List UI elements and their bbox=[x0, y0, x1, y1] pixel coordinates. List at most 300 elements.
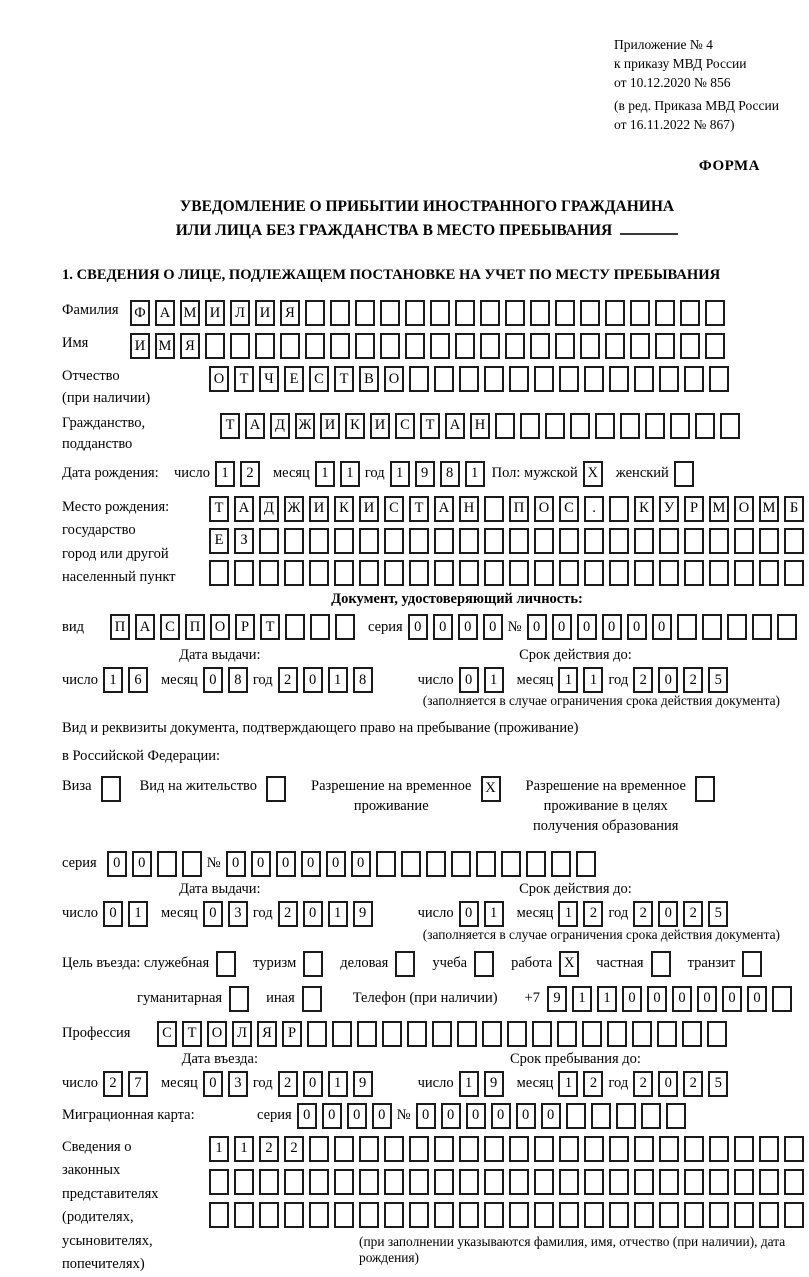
permit-number-input[interactable] bbox=[226, 851, 601, 877]
firstname-char-cell[interactable] bbox=[280, 333, 300, 359]
birth-year-cell[interactable]: 8 bbox=[440, 461, 460, 487]
surname-char-cell[interactable]: И bbox=[255, 300, 275, 326]
doc-expiry-month-cell[interactable]: 1 bbox=[558, 667, 578, 693]
doc-issue-day-cell[interactable]: 6 bbox=[128, 667, 148, 693]
doc-type-char-cell[interactable]: П bbox=[110, 614, 130, 640]
birthplace-char-cell[interactable] bbox=[384, 560, 404, 586]
birth-day-cell[interactable]: 2 bbox=[240, 461, 260, 487]
visa-checkbox[interactable] bbox=[101, 776, 126, 802]
phone-digit-cell[interactable]: 0 bbox=[672, 986, 692, 1012]
migcard-number-cell[interactable]: 0 bbox=[491, 1103, 511, 1129]
migcard-number-cell[interactable] bbox=[566, 1103, 586, 1129]
birthplace-char-cell[interactable] bbox=[384, 528, 404, 554]
representatives-char-cell[interactable] bbox=[684, 1136, 704, 1162]
permit-expiry-year-cell[interactable]: 0 bbox=[658, 901, 678, 927]
firstname-char-cell[interactable] bbox=[330, 333, 350, 359]
representatives-char-cell[interactable] bbox=[409, 1136, 429, 1162]
representatives-char-cell[interactable] bbox=[434, 1169, 454, 1195]
firstname-char-cell[interactable] bbox=[680, 333, 700, 359]
doc-number-cell[interactable] bbox=[752, 614, 772, 640]
patronymic-char-cell[interactable] bbox=[634, 366, 654, 392]
birthplace-char-cell[interactable]: Б bbox=[784, 496, 804, 522]
entry-year-cell[interactable]: 1 bbox=[328, 1071, 348, 1097]
stay-year-cell[interactable]: 2 bbox=[683, 1071, 703, 1097]
birthplace-char-cell[interactable] bbox=[609, 560, 629, 586]
stay-year-cell[interactable]: 0 bbox=[658, 1071, 678, 1097]
birth-year-cell[interactable]: 9 bbox=[415, 461, 435, 487]
permit-issue-month-cell[interactable]: 3 bbox=[228, 901, 248, 927]
phone-digit-cell[interactable]: 0 bbox=[697, 986, 717, 1012]
purpose-work-checkbox[interactable] bbox=[559, 951, 584, 977]
migcard-number-cell[interactable] bbox=[641, 1103, 661, 1129]
permit-expiry-year-input[interactable] bbox=[633, 901, 733, 927]
birthplace-char-cell[interactable] bbox=[609, 528, 629, 554]
entry-year-cell[interactable]: 2 bbox=[278, 1071, 298, 1097]
doc-issue-year-cell[interactable]: 8 bbox=[353, 667, 373, 693]
birthplace-char-cell[interactable]: О bbox=[734, 496, 754, 522]
representatives-char-cell[interactable] bbox=[734, 1202, 754, 1228]
residence-permit-checkbox[interactable] bbox=[266, 776, 286, 802]
permit-issue-month-cell[interactable]: 0 bbox=[203, 901, 223, 927]
birthplace-char-cell[interactable] bbox=[284, 560, 304, 586]
migcard-number-cell[interactable] bbox=[616, 1103, 636, 1129]
representatives-char-cell[interactable] bbox=[759, 1136, 779, 1162]
representatives-char-cell[interactable] bbox=[709, 1202, 729, 1228]
firstname-char-cell[interactable]: И bbox=[130, 333, 150, 359]
representatives-char-cell[interactable] bbox=[634, 1136, 654, 1162]
representatives-char-cell[interactable] bbox=[734, 1169, 754, 1195]
permit-expiry-day-cell[interactable]: 0 bbox=[459, 901, 479, 927]
surname-char-cell[interactable]: Я bbox=[280, 300, 300, 326]
firstname-char-cell[interactable] bbox=[205, 333, 225, 359]
firstname-char-cell[interactable] bbox=[605, 333, 625, 359]
permit-number-cell[interactable] bbox=[576, 851, 596, 877]
stay-year-input[interactable] bbox=[633, 1071, 733, 1097]
temp-residence-checkbox[interactable] bbox=[481, 776, 506, 802]
profession-input[interactable] bbox=[157, 1021, 732, 1047]
doc-expiry-year-cell[interactable]: 2 bbox=[633, 667, 653, 693]
representatives-char-cell[interactable] bbox=[534, 1136, 554, 1162]
birth-year-input[interactable] bbox=[390, 461, 490, 487]
doc-issue-month-cell[interactable]: 8 bbox=[228, 667, 248, 693]
permit-expiry-year-cell[interactable]: 5 bbox=[708, 901, 728, 927]
stay-month-cell[interactable]: 1 bbox=[558, 1071, 578, 1097]
doc-number-cell[interactable]: 0 bbox=[627, 614, 647, 640]
birthplace-char-cell[interactable] bbox=[409, 560, 429, 586]
birthplace-char-cell[interactable] bbox=[309, 528, 329, 554]
patronymic-char-cell[interactable]: Т bbox=[234, 366, 254, 392]
representatives-char-cell[interactable] bbox=[609, 1169, 629, 1195]
profession-char-cell[interactable] bbox=[507, 1021, 527, 1047]
profession-char-cell[interactable]: Т bbox=[182, 1021, 202, 1047]
representatives-input-row3[interactable] bbox=[209, 1202, 809, 1228]
doc-issue-year-cell[interactable]: 1 bbox=[328, 667, 348, 693]
representatives-char-cell[interactable] bbox=[284, 1202, 304, 1228]
representatives-char-cell[interactable] bbox=[609, 1136, 629, 1162]
firstname-char-cell[interactable] bbox=[430, 333, 450, 359]
doc-issue-year-cell[interactable]: 0 bbox=[303, 667, 323, 693]
profession-char-cell[interactable]: Р bbox=[282, 1021, 302, 1047]
profession-char-cell[interactable] bbox=[707, 1021, 727, 1047]
representatives-char-cell[interactable] bbox=[334, 1169, 354, 1195]
surname-char-cell[interactable]: А bbox=[155, 300, 175, 326]
surname-char-cell[interactable] bbox=[655, 300, 675, 326]
representatives-char-cell[interactable] bbox=[309, 1136, 329, 1162]
migcard-number-cell[interactable]: 0 bbox=[466, 1103, 486, 1129]
male-checkbox[interactable]: X bbox=[583, 461, 603, 487]
birthplace-char-cell[interactable] bbox=[259, 528, 279, 554]
surname-char-cell[interactable]: Л bbox=[230, 300, 250, 326]
firstname-char-cell[interactable] bbox=[380, 333, 400, 359]
patronymic-char-cell[interactable] bbox=[534, 366, 554, 392]
citizenship-char-cell[interactable]: Ж bbox=[295, 413, 315, 439]
purpose-study-checkbox[interactable] bbox=[474, 951, 499, 977]
birthplace-char-cell[interactable] bbox=[684, 528, 704, 554]
migcard-number-cell[interactable] bbox=[666, 1103, 686, 1129]
permit-number-cell[interactable] bbox=[526, 851, 546, 877]
birthplace-char-cell[interactable] bbox=[434, 528, 454, 554]
firstname-char-cell[interactable] bbox=[455, 333, 475, 359]
citizenship-char-cell[interactable] bbox=[670, 413, 690, 439]
doc-expiry-month-cell[interactable]: 1 bbox=[583, 667, 603, 693]
doc-series-cell[interactable]: 0 bbox=[408, 614, 428, 640]
migcard-number-cell[interactable]: 0 bbox=[416, 1103, 436, 1129]
birthplace-char-cell[interactable] bbox=[559, 560, 579, 586]
birthplace-char-cell[interactable] bbox=[659, 528, 679, 554]
representatives-char-cell[interactable] bbox=[359, 1136, 379, 1162]
permit-series-cell[interactable]: 0 bbox=[132, 851, 152, 877]
citizenship-char-cell[interactable]: К bbox=[345, 413, 365, 439]
migcard-series-cell[interactable]: 0 bbox=[372, 1103, 392, 1129]
purpose-official-checkbox[interactable] bbox=[216, 951, 236, 977]
citizenship-char-cell[interactable]: Т bbox=[220, 413, 240, 439]
representatives-char-cell[interactable] bbox=[259, 1202, 279, 1228]
firstname-char-cell[interactable] bbox=[405, 333, 425, 359]
birthplace-char-cell[interactable] bbox=[734, 560, 754, 586]
citizenship-char-cell[interactable]: Д bbox=[270, 413, 290, 439]
birthplace-char-cell[interactable] bbox=[609, 496, 629, 522]
birthplace-char-cell[interactable]: А bbox=[434, 496, 454, 522]
firstname-char-cell[interactable] bbox=[230, 333, 250, 359]
profession-char-cell[interactable] bbox=[432, 1021, 452, 1047]
doc-series-cell[interactable]: 0 bbox=[483, 614, 503, 640]
firstname-char-cell[interactable] bbox=[530, 333, 550, 359]
representatives-char-cell[interactable]: 2 bbox=[259, 1136, 279, 1162]
surname-char-cell[interactable] bbox=[430, 300, 450, 326]
doc-expiry-year-input[interactable] bbox=[633, 667, 733, 693]
firstname-char-cell[interactable] bbox=[630, 333, 650, 359]
doc-number-cell[interactable] bbox=[777, 614, 797, 640]
permit-expiry-year-cell[interactable]: 2 bbox=[683, 901, 703, 927]
profession-char-cell[interactable] bbox=[482, 1021, 502, 1047]
doc-series-cell[interactable]: 0 bbox=[433, 614, 453, 640]
birthplace-char-cell[interactable] bbox=[309, 560, 329, 586]
purpose-humanitarian-checkbox[interactable] bbox=[229, 986, 254, 1012]
migcard-number-cell[interactable]: 0 bbox=[541, 1103, 561, 1129]
representatives-char-cell[interactable] bbox=[484, 1202, 504, 1228]
representatives-char-cell[interactable] bbox=[359, 1202, 379, 1228]
doc-type-char-cell[interactable]: С bbox=[160, 614, 180, 640]
entry-day-input[interactable] bbox=[103, 1071, 153, 1097]
surname-char-cell[interactable] bbox=[580, 300, 600, 326]
citizenship-char-cell[interactable] bbox=[645, 413, 665, 439]
birthplace-char-cell[interactable] bbox=[284, 528, 304, 554]
profession-char-cell[interactable]: Л bbox=[232, 1021, 252, 1047]
firstname-char-cell[interactable] bbox=[255, 333, 275, 359]
doc-type-char-cell[interactable]: А bbox=[135, 614, 155, 640]
representatives-char-cell[interactable] bbox=[459, 1136, 479, 1162]
surname-char-cell[interactable] bbox=[680, 300, 700, 326]
firstname-char-cell[interactable]: Я bbox=[180, 333, 200, 359]
representatives-char-cell[interactable] bbox=[734, 1136, 754, 1162]
birthplace-char-cell[interactable]: Т bbox=[409, 496, 429, 522]
phone-digit-cell[interactable]: 1 bbox=[597, 986, 617, 1012]
birthplace-input-row1[interactable] bbox=[209, 496, 809, 522]
migcard-number-input[interactable] bbox=[416, 1103, 691, 1129]
migcard-series-cell[interactable]: 0 bbox=[322, 1103, 342, 1129]
stay-year-cell[interactable]: 5 bbox=[708, 1071, 728, 1097]
firstname-input[interactable] bbox=[130, 333, 730, 359]
representatives-char-cell[interactable] bbox=[459, 1169, 479, 1195]
permit-number-cell[interactable]: 0 bbox=[226, 851, 246, 877]
representatives-char-cell[interactable] bbox=[684, 1169, 704, 1195]
permit-number-cell[interactable] bbox=[426, 851, 446, 877]
representatives-char-cell[interactable] bbox=[209, 1202, 229, 1228]
representatives-char-cell[interactable] bbox=[334, 1202, 354, 1228]
birthplace-char-cell[interactable] bbox=[709, 560, 729, 586]
purpose-humanitarian-checkbox[interactable] bbox=[229, 986, 249, 1012]
profession-char-cell[interactable] bbox=[532, 1021, 552, 1047]
doc-number-input[interactable] bbox=[527, 614, 802, 640]
birthplace-char-cell[interactable]: К bbox=[634, 496, 654, 522]
surname-char-cell[interactable]: Ф bbox=[130, 300, 150, 326]
patronymic-char-cell[interactable] bbox=[609, 366, 629, 392]
stay-year-cell[interactable]: 2 bbox=[633, 1071, 653, 1097]
birthplace-char-cell[interactable] bbox=[509, 528, 529, 554]
doc-type-input[interactable] bbox=[110, 614, 360, 640]
migcard-series-cell[interactable]: 0 bbox=[297, 1103, 317, 1129]
permit-number-cell[interactable]: 0 bbox=[251, 851, 271, 877]
birthplace-char-cell[interactable] bbox=[784, 528, 804, 554]
purpose-official-checkbox[interactable] bbox=[216, 951, 241, 977]
surname-input[interactable] bbox=[130, 300, 730, 326]
purpose-other-checkbox[interactable] bbox=[302, 986, 327, 1012]
citizenship-char-cell[interactable]: Т bbox=[420, 413, 440, 439]
representatives-input-row1[interactable] bbox=[209, 1136, 809, 1162]
birthplace-char-cell[interactable] bbox=[534, 560, 554, 586]
surname-char-cell[interactable] bbox=[705, 300, 725, 326]
doc-issue-year-input[interactable] bbox=[278, 667, 378, 693]
female-checkbox[interactable] bbox=[674, 461, 694, 487]
stay-month-input[interactable] bbox=[558, 1071, 608, 1097]
doc-type-char-cell[interactable]: О bbox=[210, 614, 230, 640]
doc-type-char-cell[interactable]: Р bbox=[235, 614, 255, 640]
representatives-char-cell[interactable] bbox=[409, 1202, 429, 1228]
doc-number-cell[interactable]: 0 bbox=[527, 614, 547, 640]
surname-char-cell[interactable] bbox=[380, 300, 400, 326]
citizenship-char-cell[interactable]: А bbox=[445, 413, 465, 439]
birthplace-char-cell[interactable]: М bbox=[759, 496, 779, 522]
permit-issue-year-cell[interactable]: 0 bbox=[303, 901, 323, 927]
entry-month-cell[interactable]: 0 bbox=[203, 1071, 223, 1097]
permit-number-cell[interactable] bbox=[551, 851, 571, 877]
patronymic-char-cell[interactable]: С bbox=[309, 366, 329, 392]
doc-number-cell[interactable] bbox=[727, 614, 747, 640]
citizenship-char-cell[interactable] bbox=[520, 413, 540, 439]
doc-number-cell[interactable]: 0 bbox=[652, 614, 672, 640]
surname-char-cell[interactable] bbox=[355, 300, 375, 326]
gender-female-checkbox[interactable] bbox=[674, 461, 699, 487]
birth-month-cell[interactable]: 1 bbox=[315, 461, 335, 487]
patronymic-char-cell[interactable]: О bbox=[209, 366, 229, 392]
patronymic-char-cell[interactable] bbox=[459, 366, 479, 392]
birthplace-char-cell[interactable]: К bbox=[334, 496, 354, 522]
purpose-other-checkbox[interactable] bbox=[302, 986, 322, 1012]
birthplace-char-cell[interactable] bbox=[359, 528, 379, 554]
representatives-char-cell[interactable] bbox=[784, 1202, 804, 1228]
birthplace-input-row2[interactable] bbox=[209, 528, 809, 554]
birthplace-char-cell[interactable] bbox=[334, 560, 354, 586]
doc-issue-day-cell[interactable]: 1 bbox=[103, 667, 123, 693]
birthplace-char-cell[interactable]: П bbox=[509, 496, 529, 522]
doc-expiry-year-cell[interactable]: 0 bbox=[658, 667, 678, 693]
representatives-char-cell[interactable] bbox=[759, 1202, 779, 1228]
permit-issue-year-cell[interactable]: 9 bbox=[353, 901, 373, 927]
birth-day-input[interactable] bbox=[215, 461, 265, 487]
representatives-char-cell[interactable] bbox=[484, 1136, 504, 1162]
birthplace-char-cell[interactable]: Т bbox=[209, 496, 229, 522]
doc-issue-year-cell[interactable]: 2 bbox=[278, 667, 298, 693]
birthplace-char-cell[interactable] bbox=[759, 560, 779, 586]
birthplace-char-cell[interactable]: Е bbox=[209, 528, 229, 554]
patronymic-char-cell[interactable] bbox=[409, 366, 429, 392]
visa-checkbox[interactable] bbox=[101, 776, 121, 802]
doc-issue-month-input[interactable] bbox=[203, 667, 253, 693]
purpose-tourism-checkbox[interactable] bbox=[303, 951, 323, 977]
representatives-char-cell[interactable] bbox=[634, 1169, 654, 1195]
permit-series-cell[interactable] bbox=[157, 851, 177, 877]
representatives-char-cell[interactable] bbox=[584, 1202, 604, 1228]
representatives-char-cell[interactable] bbox=[484, 1169, 504, 1195]
birthplace-input-row3[interactable] bbox=[209, 560, 809, 586]
firstname-char-cell[interactable]: М bbox=[155, 333, 175, 359]
profession-char-cell[interactable]: С bbox=[157, 1021, 177, 1047]
permit-expiry-month-input[interactable] bbox=[558, 901, 608, 927]
birthplace-char-cell[interactable] bbox=[259, 560, 279, 586]
doc-expiry-year-cell[interactable]: 2 bbox=[683, 667, 703, 693]
profession-char-cell[interactable] bbox=[407, 1021, 427, 1047]
birthplace-char-cell[interactable] bbox=[459, 560, 479, 586]
representatives-char-cell[interactable]: 1 bbox=[209, 1136, 229, 1162]
permit-number-cell[interactable]: 0 bbox=[351, 851, 371, 877]
stay-day-cell[interactable]: 9 bbox=[484, 1071, 504, 1097]
phone-digit-cell[interactable]: 0 bbox=[747, 986, 767, 1012]
doc-expiry-month-input[interactable] bbox=[558, 667, 608, 693]
doc-number-cell[interactable]: 0 bbox=[577, 614, 597, 640]
doc-issue-day-input[interactable] bbox=[103, 667, 153, 693]
doc-type-char-cell[interactable] bbox=[335, 614, 355, 640]
representatives-char-cell[interactable] bbox=[634, 1202, 654, 1228]
birthplace-char-cell[interactable] bbox=[734, 528, 754, 554]
migcard-number-cell[interactable]: 0 bbox=[516, 1103, 536, 1129]
profession-char-cell[interactable] bbox=[632, 1021, 652, 1047]
purpose-study-checkbox[interactable] bbox=[474, 951, 494, 977]
birthplace-char-cell[interactable] bbox=[509, 560, 529, 586]
representatives-char-cell[interactable] bbox=[259, 1169, 279, 1195]
representatives-char-cell[interactable] bbox=[409, 1169, 429, 1195]
citizenship-char-cell[interactable]: А bbox=[245, 413, 265, 439]
birthplace-char-cell[interactable]: М bbox=[709, 496, 729, 522]
birthplace-char-cell[interactable]: Д bbox=[259, 496, 279, 522]
birthplace-char-cell[interactable] bbox=[659, 560, 679, 586]
migcard-number-cell[interactable] bbox=[591, 1103, 611, 1129]
temp-residence-edu-checkbox[interactable] bbox=[695, 776, 715, 802]
surname-char-cell[interactable] bbox=[455, 300, 475, 326]
representatives-char-cell[interactable] bbox=[434, 1136, 454, 1162]
stay-day-cell[interactable]: 1 bbox=[459, 1071, 479, 1097]
entry-day-cell[interactable]: 7 bbox=[128, 1071, 148, 1097]
representatives-char-cell[interactable] bbox=[659, 1169, 679, 1195]
profession-char-cell[interactable] bbox=[457, 1021, 477, 1047]
permit-expiry-month-cell[interactable]: 1 bbox=[558, 901, 578, 927]
representatives-char-cell[interactable]: 1 bbox=[234, 1136, 254, 1162]
surname-char-cell[interactable]: И bbox=[205, 300, 225, 326]
doc-number-cell[interactable]: 0 bbox=[602, 614, 622, 640]
representatives-char-cell[interactable] bbox=[559, 1136, 579, 1162]
representatives-char-cell[interactable] bbox=[334, 1136, 354, 1162]
citizenship-char-cell[interactable] bbox=[495, 413, 515, 439]
entry-day-cell[interactable]: 2 bbox=[103, 1071, 123, 1097]
firstname-char-cell[interactable] bbox=[480, 333, 500, 359]
patronymic-char-cell[interactable]: Е bbox=[284, 366, 304, 392]
phone-digit-cell[interactable]: 1 bbox=[572, 986, 592, 1012]
citizenship-char-cell[interactable] bbox=[695, 413, 715, 439]
birthplace-char-cell[interactable] bbox=[634, 528, 654, 554]
citizenship-char-cell[interactable]: С bbox=[395, 413, 415, 439]
doc-type-char-cell[interactable] bbox=[310, 614, 330, 640]
citizenship-char-cell[interactable] bbox=[620, 413, 640, 439]
birthplace-char-cell[interactable] bbox=[359, 560, 379, 586]
surname-char-cell[interactable] bbox=[505, 300, 525, 326]
birthplace-char-cell[interactable] bbox=[334, 528, 354, 554]
representatives-char-cell[interactable] bbox=[384, 1169, 404, 1195]
representatives-char-cell[interactable] bbox=[509, 1169, 529, 1195]
representatives-char-cell[interactable] bbox=[709, 1136, 729, 1162]
birthplace-char-cell[interactable]: И bbox=[309, 496, 329, 522]
surname-char-cell[interactable] bbox=[605, 300, 625, 326]
representatives-char-cell[interactable] bbox=[559, 1169, 579, 1195]
birthplace-char-cell[interactable] bbox=[684, 560, 704, 586]
birthplace-char-cell[interactable] bbox=[559, 528, 579, 554]
surname-char-cell[interactable] bbox=[630, 300, 650, 326]
temp-residence-checkbox[interactable]: X bbox=[481, 776, 501, 802]
representatives-char-cell[interactable] bbox=[384, 1136, 404, 1162]
surname-char-cell[interactable]: М bbox=[180, 300, 200, 326]
firstname-char-cell[interactable] bbox=[555, 333, 575, 359]
birthplace-char-cell[interactable] bbox=[709, 528, 729, 554]
birthplace-char-cell[interactable] bbox=[484, 496, 504, 522]
entry-year-cell[interactable]: 9 bbox=[353, 1071, 373, 1097]
representatives-char-cell[interactable] bbox=[659, 1136, 679, 1162]
patronymic-char-cell[interactable] bbox=[509, 366, 529, 392]
birthplace-char-cell[interactable]: . bbox=[584, 496, 604, 522]
phone-digit-cell[interactable]: 9 bbox=[547, 986, 567, 1012]
representatives-char-cell[interactable]: 2 bbox=[284, 1136, 304, 1162]
doc-number-cell[interactable] bbox=[677, 614, 697, 640]
birthplace-char-cell[interactable] bbox=[234, 560, 254, 586]
birth-year-cell[interactable]: 1 bbox=[465, 461, 485, 487]
purpose-transit-checkbox[interactable] bbox=[742, 951, 767, 977]
